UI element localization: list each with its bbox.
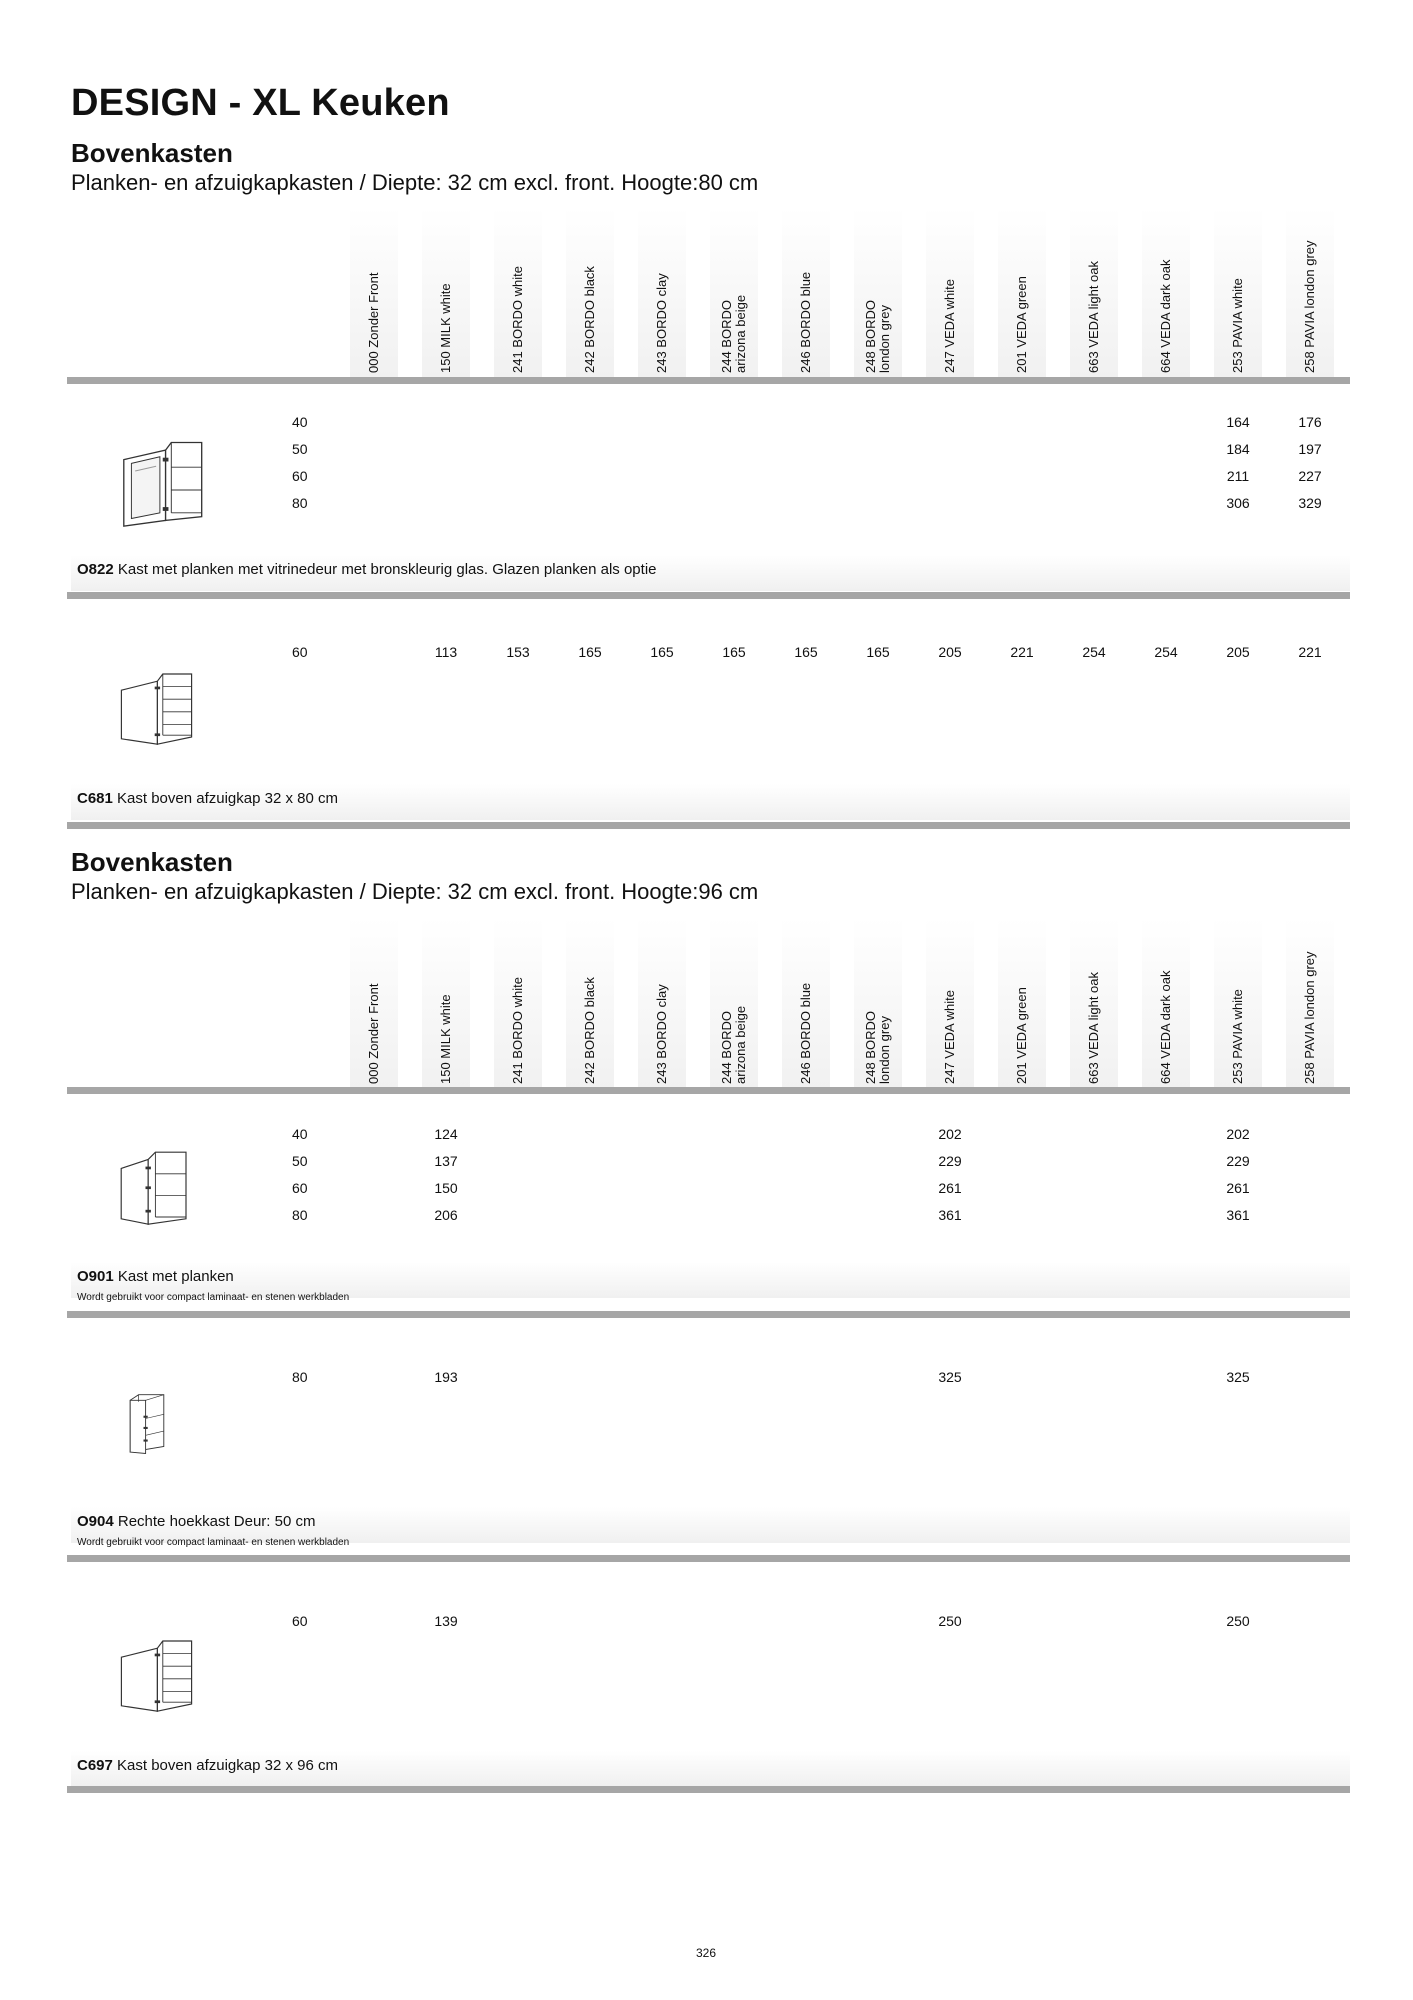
product-caption	[77, 1513, 315, 1530]
price-cell: 164	[1226, 414, 1250, 430]
product-rule	[67, 1311, 1350, 1318]
price-cell: 202	[938, 1126, 962, 1142]
column-header-line: arizona beige	[733, 294, 748, 373]
price-cell: 325	[938, 1369, 962, 1385]
column-header-label	[367, 273, 381, 373]
product-code: O904	[77, 1513, 114, 1530]
width-value: 40	[292, 414, 308, 430]
column-header-line: 246 BORDO blue	[798, 271, 813, 373]
price-cell: 165	[578, 644, 602, 660]
glass-door-cabinet-icon	[108, 433, 208, 528]
column-header-line: 258 PAVIA london grey	[1302, 951, 1317, 1084]
price-cell: 205	[938, 644, 962, 660]
price-cell: 261	[938, 1180, 962, 1196]
column-header	[926, 207, 974, 377]
price-cell: 113	[434, 644, 458, 660]
price-cell: 176	[1298, 414, 1322, 430]
price-cell: 165	[722, 644, 746, 660]
price-cell: 139	[434, 1613, 458, 1629]
column-header-line: 241 BORDO white	[510, 977, 525, 1084]
product-caption	[77, 1268, 234, 1285]
product-caption	[77, 561, 657, 578]
column-header	[782, 207, 830, 377]
price-cell: 165	[866, 644, 890, 660]
column-header-line: london grey	[877, 1016, 892, 1084]
price-cell: 221	[1298, 644, 1322, 660]
price-cell: 250	[938, 1613, 962, 1629]
column-header	[782, 918, 830, 1088]
width-value: 60	[292, 644, 308, 660]
product-rule	[67, 592, 1350, 599]
column-header	[422, 207, 470, 377]
column-header-line: 247 VEDA white	[942, 279, 957, 373]
column-header	[1070, 207, 1118, 377]
price-cell: 221	[1010, 644, 1034, 660]
column-header-label	[511, 266, 525, 373]
column-header-line: london grey	[877, 305, 892, 373]
column-header	[854, 207, 902, 377]
column-header	[350, 918, 398, 1088]
price-cell: 227	[1298, 468, 1322, 484]
product-description: Kast boven afzuigkap 32 x 96 cm	[117, 1757, 338, 1774]
column-header-label	[655, 984, 669, 1084]
column-header-label	[367, 984, 381, 1084]
price-cell: 150	[434, 1180, 458, 1196]
column-header-line: 664 VEDA dark oak	[1158, 259, 1173, 373]
section-title: Bovenkasten	[71, 847, 233, 877]
column-header-label	[1231, 989, 1245, 1084]
width-value: 60	[292, 1180, 308, 1196]
column-header-label	[1303, 240, 1317, 373]
column-header-line: 248 BORDO	[863, 1011, 878, 1084]
column-header-label	[1159, 260, 1173, 373]
column-header-line: 253 PAVIA white	[1230, 989, 1245, 1084]
column-header	[926, 918, 974, 1088]
price-cell: 211	[1226, 468, 1250, 484]
column-header	[638, 207, 686, 377]
price-cell: 325	[1226, 1369, 1250, 1385]
column-header-line: 243 BORDO clay	[654, 984, 669, 1084]
product-note: Wordt gebruikt voor compact laminaat- en stenen werkbladen	[77, 1292, 350, 1303]
column-header	[494, 207, 542, 377]
column-header-label	[799, 272, 813, 373]
column-header-label	[943, 279, 957, 373]
column-header-line: 246 BORDO blue	[798, 982, 813, 1084]
width-value: 80	[292, 495, 308, 511]
column-header	[638, 918, 686, 1088]
column-header	[494, 918, 542, 1088]
product-description: Kast met planken	[117, 1268, 234, 1285]
price-cell: 165	[794, 644, 818, 660]
column-header	[710, 918, 758, 1088]
product-caption	[77, 790, 338, 807]
product-rule	[67, 822, 1350, 829]
column-header-label	[1015, 987, 1029, 1084]
column-header-line: 663 VEDA light oak	[1086, 971, 1101, 1084]
price-cell: 329	[1298, 495, 1322, 511]
price-cell: 254	[1082, 644, 1106, 660]
product-code: O901	[77, 1268, 114, 1285]
column-header-label	[1159, 971, 1173, 1084]
width-value: 60	[292, 468, 308, 484]
product-rule	[67, 1786, 1350, 1793]
width-value: 80	[292, 1369, 308, 1385]
hood-cabinet-icon	[116, 1632, 206, 1722]
column-header-line: 201 VEDA green	[1014, 276, 1029, 373]
column-header	[1214, 918, 1262, 1088]
product-description: Kast boven afzuigkap 32 x 80 cm	[117, 790, 338, 807]
product-description: Kast met planken met vitrinedeur met bronskleurig glas. Glazen planken als optie	[117, 561, 657, 578]
product-description: Rechte hoekkast Deur: 50 cm	[117, 1513, 316, 1530]
column-header-line: 241 BORDO white	[510, 266, 525, 373]
column-header-line: 258 PAVIA london grey	[1302, 240, 1317, 373]
column-header-line: 201 VEDA green	[1014, 987, 1029, 1084]
column-header-label	[439, 994, 453, 1084]
page-number: 326	[696, 1946, 717, 1960]
section-subtitle: Planken- en afzuigkapkasten / Diepte: 32 cm excl. front. Hoogte:96 cm	[71, 879, 759, 904]
width-value: 80	[292, 1207, 308, 1223]
hood-cabinet-icon	[116, 665, 206, 755]
price-cell: 137	[434, 1153, 458, 1169]
width-value: 50	[292, 441, 308, 457]
column-header-label	[439, 283, 453, 373]
price-cell: 124	[434, 1126, 458, 1142]
column-header-label	[1231, 278, 1245, 373]
column-header	[1286, 918, 1334, 1088]
column-header-line: 150 MILK white	[438, 283, 453, 373]
price-cell: 197	[1298, 441, 1322, 457]
price-cell: 361	[1226, 1207, 1250, 1223]
price-cell: 229	[938, 1153, 962, 1169]
price-cell: 165	[650, 644, 674, 660]
price-cell: 205	[1226, 644, 1250, 660]
column-header-label	[511, 977, 525, 1084]
column-header	[854, 918, 902, 1088]
price-cell: 250	[1226, 1613, 1250, 1629]
price-cell: 153	[506, 644, 530, 660]
column-header-label	[1015, 276, 1029, 373]
column-header-line: 243 BORDO clay	[654, 273, 669, 373]
product-rule	[67, 1555, 1350, 1562]
price-cell: 229	[1226, 1153, 1250, 1169]
column-header-line: 244 BORDO	[719, 300, 734, 373]
column-header	[1142, 207, 1190, 377]
column-header	[422, 918, 470, 1088]
product-code: O822	[77, 561, 114, 578]
column-header	[710, 207, 758, 377]
column-header-line: 663 VEDA light oak	[1086, 260, 1101, 373]
column-header-line: 242 BORDO black	[582, 266, 597, 373]
column-header	[566, 918, 614, 1088]
column-header-label	[1087, 261, 1101, 373]
price-cell: 306	[1226, 495, 1250, 511]
column-header-label	[1087, 972, 1101, 1084]
width-value: 40	[292, 1126, 308, 1142]
column-header-line: 000 Zonder Front	[366, 272, 381, 373]
page-title: DESIGN - XL Keuken	[71, 82, 450, 124]
column-header-line: 248 BORDO	[863, 300, 878, 373]
column-header-line: 242 BORDO black	[582, 977, 597, 1084]
column-header	[566, 207, 614, 377]
column-header	[998, 918, 1046, 1088]
width-value: 50	[292, 1153, 308, 1169]
price-cell: 193	[434, 1369, 458, 1385]
column-header-label	[720, 1006, 748, 1084]
column-header-line: 244 BORDO	[719, 1011, 734, 1084]
price-cell: 202	[1226, 1126, 1250, 1142]
price-cell: 184	[1226, 441, 1250, 457]
column-header-label	[720, 295, 748, 373]
column-header-label	[655, 273, 669, 373]
product-code: C681	[77, 790, 113, 807]
column-header	[350, 207, 398, 377]
column-header-line: arizona beige	[733, 1005, 748, 1084]
header-rule	[67, 377, 1350, 384]
column-header	[998, 207, 1046, 377]
corner-cabinet-icon	[126, 1378, 196, 1473]
column-header	[1070, 918, 1118, 1088]
column-header	[1214, 207, 1262, 377]
column-header-line: 253 PAVIA white	[1230, 278, 1245, 373]
column-header-line: 247 VEDA white	[942, 990, 957, 1084]
width-value: 60	[292, 1613, 308, 1629]
product-caption	[77, 1757, 338, 1774]
header-rule	[67, 1087, 1350, 1094]
price-cell: 261	[1226, 1180, 1250, 1196]
column-header-label	[1303, 951, 1317, 1084]
section-title: Bovenkasten	[71, 138, 233, 168]
product-code: C697	[77, 1757, 113, 1774]
column-header-label	[864, 300, 892, 373]
column-header	[1142, 918, 1190, 1088]
price-cell: 206	[434, 1207, 458, 1223]
section-subtitle: Planken- en afzuigkapkasten / Diepte: 32 cm excl. front. Hoogte:80 cm	[71, 170, 759, 195]
price-cell: 361	[938, 1207, 962, 1223]
column-header-label	[583, 977, 597, 1084]
column-header	[1286, 207, 1334, 377]
column-header-label	[864, 1011, 892, 1084]
column-header-line: 664 VEDA dark oak	[1158, 970, 1173, 1084]
column-header-label	[943, 990, 957, 1084]
price-cell: 254	[1154, 644, 1178, 660]
column-header-line: 000 Zonder Front	[366, 983, 381, 1084]
column-header-label	[583, 266, 597, 373]
product-note: Wordt gebruikt voor compact laminaat- en stenen werkbladen	[77, 1537, 350, 1548]
column-header-label	[799, 983, 813, 1084]
column-header-line: 150 MILK white	[438, 994, 453, 1084]
shelf-cabinet-icon	[114, 1145, 204, 1235]
